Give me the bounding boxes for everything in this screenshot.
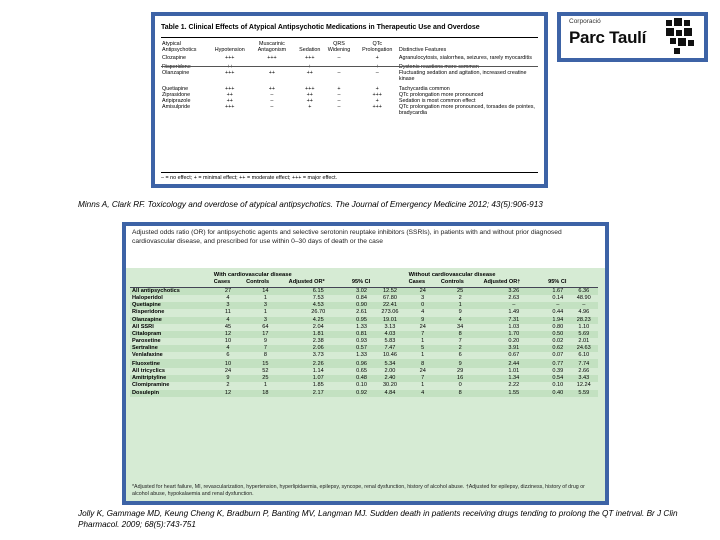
table1-row	[161, 70, 542, 82]
table2-value-cell: 10.46	[382, 352, 397, 359]
table1-features-cell: Tachycardia common	[398, 85, 450, 92]
table2-value-cell: 1.07	[287, 375, 350, 382]
table2-value-cell: 0.48	[350, 375, 373, 382]
table1-effect-cell: +++	[267, 55, 277, 62]
table2-value-cell: 1.81	[287, 331, 350, 338]
table2-value-cell: 3	[244, 302, 287, 309]
table1-top-rule	[161, 37, 538, 38]
table2-value-cell: 2	[226, 382, 230, 389]
table2-value-cell: 12	[212, 390, 244, 397]
table2-subheader-cell: Controls	[244, 279, 287, 288]
table2-value-cell: 0.54	[546, 375, 569, 382]
table2-group-row	[130, 272, 598, 279]
table2-value-cell: 64	[262, 323, 269, 330]
table2-value-cell: 3	[421, 295, 425, 302]
table2-value-cell: 12.24	[576, 382, 591, 389]
table2-value-cell: 6.10	[578, 352, 590, 359]
table2-value-cell: 1.85	[312, 382, 324, 389]
table2-drug-cell: Haloperidol	[132, 295, 163, 302]
table2-value-cell: 2.17	[287, 390, 350, 397]
table1-row	[161, 83, 542, 92]
table2-value-cell: 0	[407, 302, 439, 309]
table2-value-cell: 2.26	[287, 359, 350, 368]
table2-drug-cell: Clomipramine	[132, 382, 170, 389]
table1-header-rule	[161, 66, 538, 67]
table2-value-cell: 7	[407, 375, 439, 382]
table2-panel	[126, 268, 605, 501]
table1-effect-cell: ++	[306, 97, 313, 104]
table1-effect-cell: +++	[225, 70, 235, 77]
table2-value-cell: 2	[458, 295, 462, 302]
table2-subheader-cell: Adjusted OR†	[481, 279, 546, 288]
table1-features-cell: Fluctuating sedation and agitation, increased creatine kinase	[398, 70, 527, 83]
table2-value-cell: 1	[421, 352, 425, 359]
table1-effect-cell: ++	[226, 97, 233, 104]
table2-footnote: *Adjusted for heart failure, MI, revascularization, hypertension, hyperlipidaemia, epilepsy, syncope, renal dysfunction, history of alcohol abuse. †Adjusted for epilepsy, dizziness, history of drug or alcohol abuse, hypokalaemia and renal dysfunction.	[132, 484, 585, 497]
table2-value-cell: 11	[225, 309, 231, 316]
table2-value-cell: 24	[407, 288, 439, 296]
table2-value-cell: 4	[407, 390, 439, 397]
table2-value-cell: 9	[458, 309, 462, 316]
table2-value-cell: 7	[244, 345, 287, 352]
table2-row	[130, 352, 598, 359]
table2-subheader-cell: Controls	[439, 279, 482, 288]
table1-body	[161, 55, 542, 116]
table2-subheader-cell: Cases	[212, 279, 244, 288]
table2-value-cell: 1	[421, 337, 425, 344]
table2-value-cell: 4	[226, 295, 230, 302]
table1-effect-cell: –	[375, 70, 379, 77]
table2-value-cell: 5.69	[570, 331, 598, 338]
table2-value-cell: 4.25	[287, 317, 350, 324]
table1-effect-cell: –	[337, 103, 341, 110]
table2-row	[130, 324, 598, 331]
table2-value-cell: 2.22	[508, 382, 520, 389]
table2-drug-cell: Citalopram	[130, 331, 212, 338]
table2-row	[130, 317, 598, 324]
table2-value-cell: 0.50	[546, 331, 569, 338]
table2-value-cell: 19.01	[373, 317, 406, 324]
table2-value-cell: 0.84	[356, 295, 367, 302]
table1-effect-cell: +	[308, 64, 312, 71]
table2-value-cell: 1.10	[578, 323, 590, 330]
table2-value-cell: 0.93	[356, 337, 367, 344]
citation-minns: Minns A, Clark RF. Toxicology and overdose of atypical antipsychotics. The Journal of Emergency Medicine 2012; 43(5):906-913	[78, 200, 543, 209]
table2-value-cell: 25	[439, 288, 482, 296]
table2-drug-cell: Amitriptyline	[130, 375, 212, 382]
table2-value-cell: 0.95	[350, 317, 373, 324]
table1-header-row	[161, 41, 542, 55]
table2-value-cell: 10	[212, 359, 244, 368]
table1-effect-cell: ++	[268, 85, 276, 92]
table2-subheader-blank	[130, 279, 212, 288]
table1-drug-cell: Amisulpride	[162, 103, 191, 110]
table2-drug-cell: Risperidone	[132, 309, 165, 316]
table2-value-cell: 4	[421, 309, 425, 316]
table1-drug-cell: Risperidone	[162, 64, 191, 71]
table2-value-cell: 8	[439, 331, 482, 338]
table2-caption: Adjusted odds ratio (OR) for antipsychotic agents and selective serotonin reuptake inhibitors (SSRIs), in patients with and without prior diagnosed cardiovascular disease, and prescribed for use within 0–30 days of death or the case	[132, 229, 562, 245]
table2-row	[130, 302, 598, 309]
table2-drug-cell: Olanzapine	[130, 317, 212, 324]
table2-value-cell: 2.61	[356, 309, 367, 316]
table2-row	[130, 331, 598, 338]
table1-header-cell: Hypotension	[214, 47, 245, 54]
table2-value-cell: 0.20	[508, 337, 520, 344]
table1-effect-cell: +	[375, 55, 379, 62]
table2-value-cell: 0.77	[546, 359, 569, 368]
table1-header-cell: QRS Widening	[327, 41, 351, 54]
table2-value-cell: 2	[439, 345, 482, 352]
table2-subheader-cell: Cases	[407, 279, 439, 288]
table2-value-cell: 9	[407, 317, 439, 324]
table1-figure	[151, 12, 548, 188]
table1-effect-cell: +++	[305, 85, 315, 92]
table2-value-cell: 26.70	[311, 309, 326, 316]
table1-effect-cell: +++	[372, 103, 382, 110]
table2-value-cell: 24.63	[570, 345, 598, 352]
table2-value-cell: 24	[419, 323, 426, 330]
table1-effect-cell: –	[270, 64, 274, 71]
table2-value-cell: 0.14	[552, 295, 564, 302]
table2-value-cell: 9	[212, 375, 244, 382]
table2-value-cell: 3.26	[481, 288, 546, 296]
table1-effect-cell: –	[337, 70, 341, 77]
table2-drug-cell: Sertraline	[130, 345, 212, 352]
table2-value-cell: –	[546, 302, 569, 309]
table1-effect-cell: ++	[226, 64, 233, 71]
logo-name: Parc Taulí	[569, 28, 646, 47]
table2-value-cell: 48.90	[576, 295, 591, 302]
table2-value-cell: –	[481, 302, 546, 309]
table2-value-cell: 1	[421, 382, 425, 389]
table2-value-cell: 22.41	[373, 302, 406, 309]
table2-value-cell: 4.84	[373, 390, 406, 397]
table2-value-cell: 27	[212, 288, 244, 296]
table2-value-cell: 34	[457, 323, 464, 330]
table1-effect-cell: ++	[306, 70, 313, 77]
table2-row	[130, 338, 598, 345]
table1-features-cell: Dystonic reactions more common	[398, 64, 479, 71]
table1-effect-cell: +++	[225, 55, 235, 62]
table2-value-cell: 1.34	[481, 375, 546, 382]
table1-effect-cell: –	[337, 91, 341, 98]
table2-value-cell: 5.59	[570, 390, 598, 397]
table2-value-cell: 0.80	[552, 323, 564, 330]
table2-value-cell: –	[570, 302, 598, 309]
table2-value-cell: 8	[407, 359, 439, 368]
table2-value-cell: 6.15	[287, 288, 350, 296]
table2-value-cell: 0.96	[350, 359, 373, 368]
table1-effect-cell: +++	[305, 55, 315, 62]
citation-jolly: Jolly K, Gammage MD, Keung Cheng K, Bradburn P, Banting MV, Langman MJ. Sudden death in patients receiving drugs tending to prolong the QT inetrval. Br J Clin Pharmacol. 2009; 68(5):743-751	[78, 509, 678, 529]
table1-drug-cell: Quetiapine	[162, 85, 189, 92]
table1-features-cell: Agranulocytosis, sialorrhea, seizures, rarely myocarditis	[398, 55, 532, 62]
table1-drug-cell: Aripiprazole	[162, 97, 191, 104]
table1-header-cell: Distinctive Features	[398, 47, 447, 54]
table2-value-cell: 28.23	[570, 317, 598, 324]
table1-effect-cell: ++	[306, 91, 313, 98]
table2-value-cell: 24	[224, 368, 232, 375]
table2-value-cell: 7.53	[312, 295, 324, 302]
table2-subheader-cell: Adjusted OR*	[287, 279, 350, 288]
table1-effect-cell: +++	[372, 91, 382, 98]
table1-drug-cell: Clozapine	[162, 55, 186, 62]
table1-effect-cell: +++	[225, 85, 235, 92]
table2-value-cell: 0.57	[350, 345, 373, 352]
table2-value-cell: 0.92	[350, 390, 373, 397]
table2-value-cell: 12.52	[373, 288, 406, 296]
table1-title: Table 1. Clinical Effects of Atypical Antipsychotic Medications in Therapeutic Use and Overdose	[161, 24, 480, 31]
table2-value-cell: 1.55	[481, 390, 546, 397]
table2-row	[130, 295, 598, 302]
table1-effect-cell: +	[375, 85, 379, 92]
table2-value-cell: 3.13	[384, 323, 396, 330]
table2-value-cell: 2.01	[578, 337, 590, 344]
table2-value-cell: 5.83	[384, 337, 396, 344]
parc-tauli-logo-mark-icon	[664, 18, 700, 54]
table2-value-cell: 5.34	[373, 359, 406, 368]
table1-effect-cell: ++	[226, 91, 233, 98]
table2-value-cell: 4.96	[578, 309, 590, 316]
table2-row	[130, 375, 598, 382]
table2-value-cell: 0.39	[552, 368, 564, 375]
table2-body	[130, 288, 598, 397]
table1-features-cell: QTc prolongation more pronounced	[398, 91, 484, 98]
table2-value-cell: 9	[439, 359, 482, 368]
table2-corner	[130, 272, 212, 279]
table2-value-cell: 6	[458, 352, 462, 359]
table2-value-cell: 1.03	[508, 323, 520, 330]
table2-value-cell: 5	[407, 345, 439, 352]
table2-value-cell: 0.44	[552, 309, 564, 316]
table2-value-cell: 52	[262, 368, 269, 375]
table2-row	[130, 345, 598, 352]
table2-value-cell: 6.36	[570, 288, 598, 296]
table1	[161, 41, 542, 116]
table2-group-with-cvd: With cardiovascular disease	[213, 272, 292, 278]
table2-value-cell: 7.47	[373, 345, 406, 352]
table2-value-cell: 14	[244, 288, 287, 296]
table2-subheader-cell: 95% CI	[546, 279, 598, 288]
table2-value-cell: 3.91	[481, 345, 546, 352]
table1-legend: – = no effect; + = minimal effect; ++ = moderate effect; +++ = major effect.	[161, 175, 338, 181]
table2	[130, 272, 598, 397]
table1-effect-cell: –	[337, 64, 341, 71]
table2-value-cell: 2.63	[508, 295, 520, 302]
table2-value-cell: 6	[226, 352, 230, 359]
table2-value-cell: 2.00	[384, 368, 396, 375]
table1-effect-cell: –	[270, 103, 274, 110]
table1-header-cell: QTc Prolongation	[362, 41, 393, 54]
table1-effect-cell: –	[337, 55, 341, 62]
table2-value-cell: 1.49	[508, 309, 520, 316]
table2-value-cell: 2.66	[578, 368, 590, 375]
table2-value-cell: 7	[407, 331, 439, 338]
table2-row	[130, 359, 598, 368]
table2-value-cell: 0.62	[546, 345, 569, 352]
table2-value-cell: 1.33	[356, 352, 367, 359]
table2-value-cell: 0.40	[546, 390, 569, 397]
table2-subheader-row	[130, 279, 598, 288]
table2-row	[130, 390, 598, 397]
table2-value-cell: 17	[244, 331, 287, 338]
table2-value-cell: 18	[244, 390, 287, 397]
table2-value-cell: 3	[244, 317, 287, 324]
table1-effect-cell: –	[270, 91, 274, 98]
table2-value-cell: 4	[439, 317, 482, 324]
table2-drug-cell: All antipsychotics	[130, 288, 212, 296]
table2-value-cell: 4.53	[287, 302, 350, 309]
table2-value-cell: 0.10	[552, 382, 564, 389]
table2-value-cell: 2.40	[373, 375, 406, 382]
table1-effect-cell: ++	[268, 70, 276, 77]
table2-value-cell: 1.94	[546, 317, 569, 324]
table2-value-cell: 0.67	[508, 352, 520, 359]
table2-value-cell: 0.65	[356, 368, 367, 375]
table1-effect-cell: +	[375, 97, 379, 104]
table2-value-cell: 0	[458, 382, 462, 389]
table2-value-cell: 7.31	[481, 317, 546, 324]
table1-header-cell: Sedation	[299, 47, 321, 54]
table2-value-cell: 2.06	[287, 345, 350, 352]
table1-effect-cell: +++	[225, 103, 235, 110]
table2-group-without-cvd: Without cardiovascular disease	[408, 272, 496, 278]
table2-value-cell: 1.01	[508, 368, 520, 375]
table2-value-cell: 1.14	[312, 368, 324, 375]
table1-effect-cell: –	[337, 97, 341, 104]
table1-features-cell: Sedation is most common effect	[398, 97, 476, 104]
table2-value-cell: 0.81	[350, 331, 373, 338]
table2-value-cell: 2.38	[312, 337, 324, 344]
table2-value-cell: 7.74	[570, 359, 598, 368]
table1-features-cell: QTc prolongation more pronounced, torsades de pointes, bradycardia	[398, 103, 535, 116]
table2-value-cell: 0.07	[552, 352, 564, 359]
table2-figure	[122, 222, 609, 505]
table2-value-cell: 3.02	[350, 288, 373, 296]
table2-value-cell: 0.02	[552, 337, 564, 344]
table2-value-cell: 9	[263, 337, 267, 344]
logo-panel	[557, 12, 708, 62]
table2-value-cell: 3	[212, 302, 244, 309]
table2-drug-cell: Quetiapine	[130, 302, 212, 309]
table2-value-cell: 3.43	[570, 375, 598, 382]
table2-row	[130, 288, 598, 296]
table2-value-cell: 4	[212, 317, 244, 324]
table2-value-cell: 1.33	[356, 323, 367, 330]
table2-drug-cell: All SSRI	[132, 323, 154, 330]
table2-row	[130, 368, 598, 375]
table2-value-cell: 30.20	[382, 382, 397, 389]
table2-value-cell: 4	[212, 345, 244, 352]
table2-value-cell: 8	[263, 352, 267, 359]
table2-row	[130, 309, 598, 316]
table1-bottom-rule	[161, 172, 538, 173]
table2-value-cell: 273.06	[381, 309, 399, 316]
table2-value-cell: 15	[244, 359, 287, 368]
table2-value-cell: 10	[224, 337, 232, 344]
table2-value-cell: 4.03	[373, 331, 406, 338]
table2-value-cell: 3.73	[312, 352, 324, 359]
table2-value-cell: 1.70	[481, 331, 546, 338]
table1-row	[161, 104, 542, 116]
table2-value-cell: 24	[419, 368, 426, 375]
table2-row	[130, 382, 598, 389]
table2-subheader-cell: 95% CI	[350, 279, 407, 288]
table2-value-cell: 25	[244, 375, 287, 382]
table1-drug-cell: Ziprasidone	[162, 91, 191, 98]
table1-effect-cell: +	[375, 64, 379, 71]
table2-value-cell: 1	[263, 309, 267, 316]
table2-value-cell: 12	[212, 331, 244, 338]
table1-effect-cell: +	[308, 103, 312, 110]
table2-value-cell: 2.44	[481, 359, 546, 368]
table2-value-cell: 0.90	[350, 302, 373, 309]
table2-value-cell: 45	[224, 323, 232, 330]
table2-value-cell: 1	[439, 302, 482, 309]
table2-value-cell: 0.10	[356, 382, 367, 389]
table2-drug-cell: Fluoxetine	[130, 359, 212, 368]
table2-value-cell: 29	[457, 368, 464, 375]
table2-value-cell: 1	[263, 382, 267, 389]
table1-drug-cell: Olanzapine	[162, 70, 190, 77]
table2-value-cell: 7	[458, 337, 462, 344]
table1-header-cell: Atypical Antipsychotics	[162, 41, 197, 54]
table1-effect-cell: –	[270, 97, 274, 104]
table2-value-cell: 16	[439, 375, 482, 382]
table2-value-cell: 2.04	[312, 323, 324, 330]
table2-value-cell: 8	[439, 390, 482, 397]
table1-header-cell: Muscarinic Antagonism	[257, 41, 287, 54]
table2-drug-cell: Venlafaxine	[132, 352, 163, 359]
table1-effect-cell: +	[337, 85, 341, 92]
table2-drug-cell: Dosulepin	[130, 390, 212, 397]
table2-value-cell: 1	[263, 295, 267, 302]
table2-value-cell: 1.67	[546, 288, 569, 296]
logo-corporation-label: Corporació	[569, 18, 601, 25]
table2-drug-cell: All tricyclics	[132, 368, 165, 375]
table2-value-cell: 67.80	[382, 295, 397, 302]
table2-drug-cell: Paroxetine	[132, 337, 161, 344]
